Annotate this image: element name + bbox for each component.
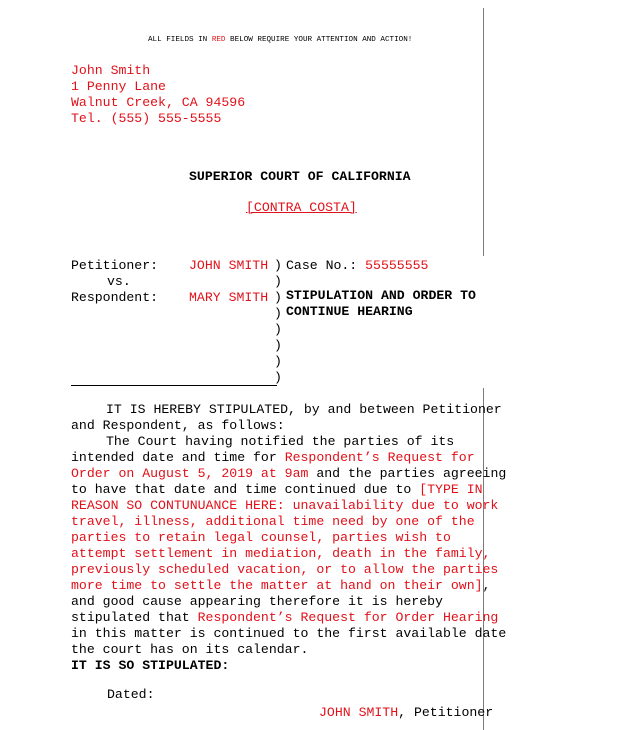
body-line: and good cause appearing therefore it is hereby [71,594,443,609]
party-city: Walnut Creek, CA 94596 [71,95,246,110]
body-line: intended date and time for Respondent’s Request for [71,450,475,465]
court-county: [CONTRA COSTA] [246,200,357,215]
party-name: John Smith [71,63,151,78]
stipulated-heading: IT IS SO STIPULATED: [71,658,230,673]
respondent-label: Respondent: [71,290,159,305]
body-line: The Court having notified the parties of its [106,434,455,449]
body-line: parties to retain legal counsel, parties wish to [71,530,451,545]
court-title: SUPERIOR COURT OF CALIFORNIA [189,169,411,184]
body-line: REASON SO CONTUNUANCE HERE: unavailability due to work [71,498,499,513]
caption-paren: ) [274,338,282,353]
caption-paren: ) [274,322,282,337]
vs-label: vs. [107,274,131,289]
case-label: Case No.: [286,258,366,273]
body-line: travel, illness, additional time need by one of the [71,514,475,529]
body-line: attempt settlement in mediation, death in the family, [71,546,491,561]
notice-red-word: RED [211,36,226,44]
body-line: previously scheduled vacation, or to allow the parties [71,562,499,577]
caption-paren: ) [274,370,282,385]
signature-line [319,705,493,721]
document-title-line-2: CONTINUE HEARING [286,304,413,319]
caption-underline [71,385,277,386]
dated-label: Dated: [107,687,155,702]
caption-paren: ) [274,274,282,289]
body-line: the court has on its calendar. [71,642,309,657]
body-line: in this matter is continued to the first available date [71,626,507,641]
caption-paren: ) [274,258,282,273]
body-line: stipulated that Respondent’s Request for Order Hearing [71,610,499,625]
body-line: Order on August 5, 2019 at 9am and the parties agreeing [71,466,507,481]
margin-line-top [483,8,484,256]
caption-paren: ) [274,306,282,321]
body-line: to have that date and time continued due to [TYPE IN [71,482,483,497]
stipulation-body [71,402,551,674]
respondent-name: MARY SMITH [189,290,269,305]
body-line: and Respondent, as follows: [71,418,285,433]
body-line: more time to settle the matter at hand on their own], [71,578,491,593]
petitioner-name: JOHN SMITH [189,258,269,273]
body-line: IT IS HEREBY STIPULATED, by and between Petitioner [106,402,502,417]
caption-paren: ) [274,354,282,369]
attention-notice: ALL FIELDS IN RED BELOW REQUIRE YOUR ATTENTION AND ACTION! [148,36,413,44]
case-number-line [286,258,428,274]
petitioner-label: Petitioner: [71,258,159,273]
party-street: 1 Penny Lane [71,79,166,94]
document-title-line-1: STIPULATION AND ORDER TO [286,288,476,303]
signer-role: , Petitioner [398,705,494,720]
caption-paren: ) [274,290,282,305]
case-number: 55555555 [365,258,429,273]
party-phone: Tel. (555) 555-5555 [71,111,222,126]
signer-name: JOHN SMITH [319,705,399,720]
